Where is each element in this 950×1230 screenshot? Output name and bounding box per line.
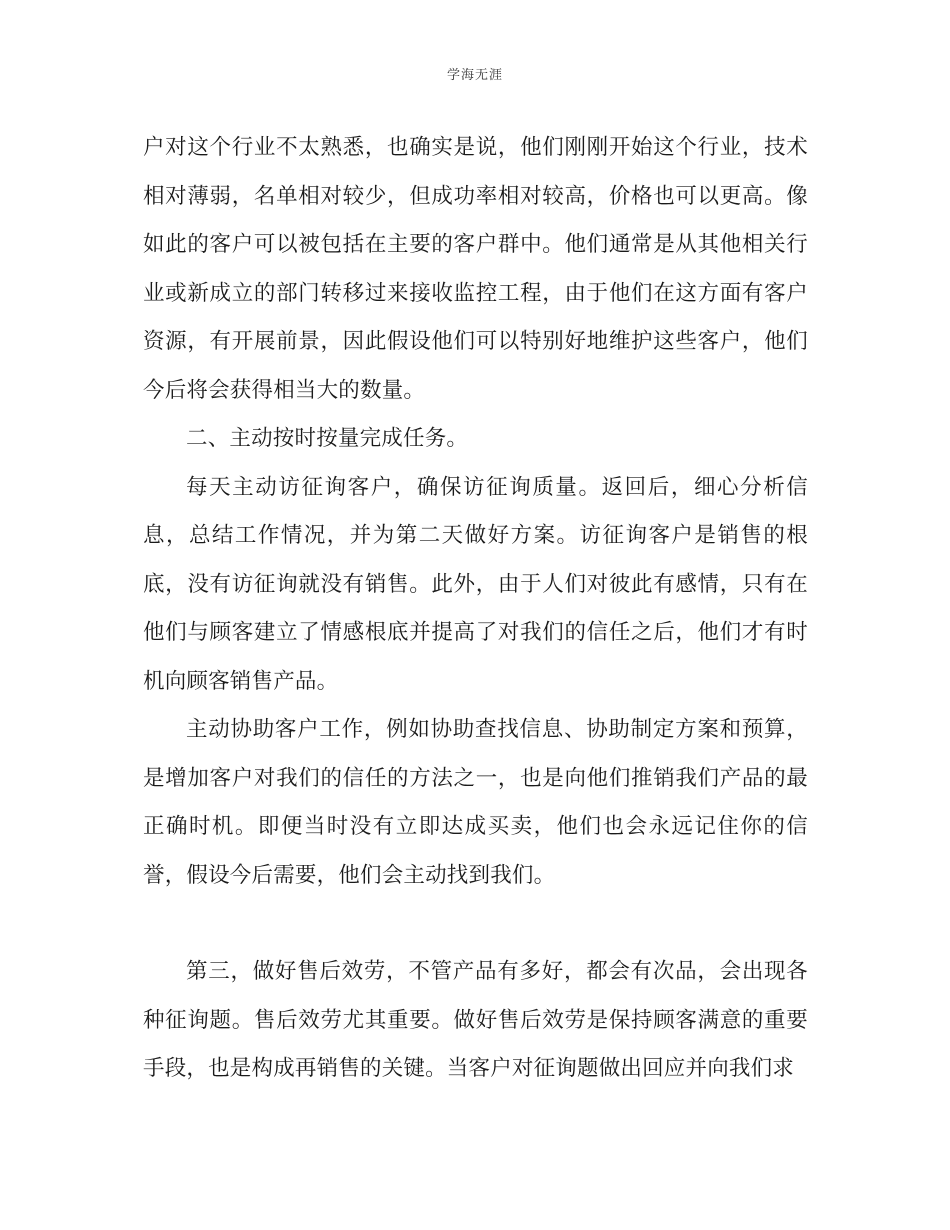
paragraph-visit-clients: 每天主动访征询客户，确保访征询质量。返回后，细心分析信息，总结工作情况，并为第二天做好方案。访征询客户是销售的根底，没有访征询就没有销售。此外，由于人们对彼此有感情，只有在他们与顾客建立了情感根底并提高了对我们的信任之后，他们才有时机向顾客销售产品。	[143, 474, 808, 694]
paragraph-after-sales: 第三，做好售后效劳，不管产品有多好，都会有次品，会出现各种征询题。售后效劳尤其重要。做好售后效劳是保持顾客满意的重要手段，也是构成再销售的关键。当客户对征询题做出回应并向我们求	[143, 959, 808, 1081]
section-heading-2: 二、主动按时按量完成任务。	[186, 426, 469, 451]
document-body	[143, 124, 808, 1094]
paragraph-assist-clients: 主动协助客户工作，例如协助查找信息、协助制定方案和预算，是增加客户对我们的信任的方法之一，也是向他们推销我们产品的最正确时机。即便当时没有立即达成买卖，他们也会永远记住你的信誉，假设今后需要，他们会主动找到我们。	[143, 717, 808, 888]
paragraph-continuation: 户对这个行业不太熟悉，也确实是说，他们刚刚开始这个行业，技术相对薄弱，名单相对较少，但成功率相对较高，价格也可以更高。像如此的客户可以被包括在主要的客户群中。他们通常是从其他相关行业或新成立的部门转移过来接收监控工程，由于他们在这方面有客户资源，有开展前景，因此假设他们可以特别好地维护这些客户，他们今后将会获得相当大的数量。	[143, 135, 808, 403]
paragraph-spacer	[143, 900, 808, 948]
page-header: 学海无涯	[446, 68, 503, 83]
